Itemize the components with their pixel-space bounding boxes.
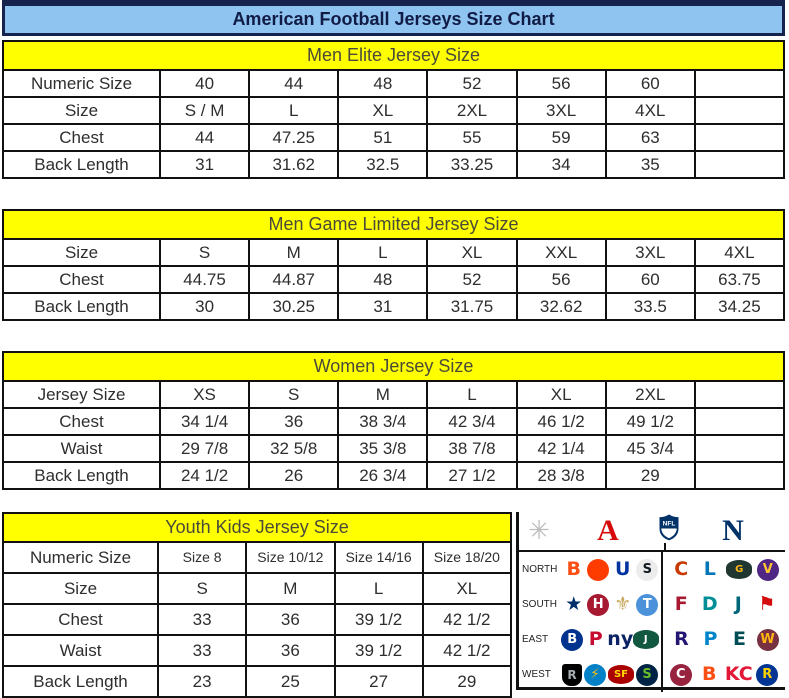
size-cell: 47.25 <box>249 124 338 151</box>
women-jersey-size-table <box>2 351 785 490</box>
size-cell: 2XL <box>427 97 516 124</box>
size-cell: 27 <box>335 666 423 697</box>
team-logo-bengals: B <box>566 558 581 580</box>
size-cell: 40 <box>160 70 249 97</box>
team-logo-ravens: R <box>674 628 689 650</box>
team-logo-packers: G <box>726 560 752 579</box>
size-cell: 25 <box>246 666 334 697</box>
size-cell: M <box>249 239 338 266</box>
size-cell: 56 <box>517 266 606 293</box>
size-cell: 3XL <box>517 97 606 124</box>
row-label: Back Length <box>3 462 160 489</box>
nfl-teams-panel <box>516 512 785 690</box>
size-cell: 33.5 <box>606 293 695 320</box>
afc-team-logos <box>559 657 661 692</box>
size-cell: 4XL <box>606 97 695 124</box>
size-cell: Size 8 <box>158 542 246 573</box>
table-row <box>3 70 784 97</box>
divisions-grid <box>519 552 785 692</box>
size-cell: 30 <box>160 293 249 320</box>
size-cell: 49 1/2 <box>606 408 695 435</box>
afc-team-logos <box>559 587 661 622</box>
table-row <box>3 293 784 320</box>
size-cell: 38 7/8 <box>427 435 516 462</box>
size-cell: 34 1/4 <box>160 408 249 435</box>
row-label: Back Length <box>3 666 158 697</box>
division-row <box>519 657 785 692</box>
size-cell: 42 1/2 <box>423 635 511 666</box>
team-logo-chiefs: KC <box>724 663 753 685</box>
team-logo-colts: U <box>615 558 631 580</box>
size-cell: XL <box>338 97 427 124</box>
size-cell <box>695 408 784 435</box>
size-cell <box>695 151 784 178</box>
divider-tick <box>664 543 666 552</box>
team-logo-49ers: SF <box>608 665 634 684</box>
size-cell: M <box>246 573 334 604</box>
division-label: NORTH <box>522 564 558 575</box>
size-cell: 52 <box>427 266 516 293</box>
afc-cell <box>559 516 657 546</box>
size-cell: 29 7/8 <box>160 435 249 462</box>
row-label: Back Length <box>3 293 160 320</box>
nfc-cell <box>681 516 785 546</box>
bottom-section <box>0 512 789 698</box>
team-logo-seahawks: S <box>636 664 658 686</box>
table-row <box>3 381 784 408</box>
size-cell: 44 <box>249 70 338 97</box>
size-cell: 60 <box>606 70 695 97</box>
size-cell: XS <box>160 381 249 408</box>
team-logo-jets: J <box>633 630 659 649</box>
row-label: Chest <box>3 604 158 635</box>
team-logo-chargers: ⚡ <box>584 664 606 686</box>
size-cell: 36 <box>246 604 334 635</box>
size-cell <box>695 70 784 97</box>
size-cell: M <box>338 381 427 408</box>
team-logo-eagles: E <box>733 628 746 650</box>
size-cell: 48 <box>338 266 427 293</box>
row-label: Jersey Size <box>3 381 160 408</box>
page-title: American Football Jerseys Size Chart <box>2 0 785 36</box>
nfc-logo-icon: N <box>722 514 744 547</box>
table-row <box>3 635 511 666</box>
size-cell: 26 <box>249 462 338 489</box>
size-cell: 31 <box>338 293 427 320</box>
section-title: Men Game Limited Jersey Size <box>3 210 784 239</box>
size-cell <box>695 462 784 489</box>
section-header-row <box>3 41 784 70</box>
size-cell: 52 <box>427 70 516 97</box>
team-logo-panthers: P <box>703 628 718 650</box>
size-cell: 45 3/4 <box>606 435 695 462</box>
team-logo-patriots: P <box>588 628 603 650</box>
table-row <box>3 666 511 697</box>
row-label: Chest <box>3 408 160 435</box>
size-cell: 42 1/2 <box>423 604 511 635</box>
team-logo-bills: B <box>561 629 583 651</box>
size-cell <box>695 124 784 151</box>
nfl-shield-icon <box>659 514 679 541</box>
size-cell: 63.75 <box>695 266 784 293</box>
size-cell: S <box>158 573 246 604</box>
team-logo-cowboys: ★ <box>565 593 583 615</box>
size-cell: 31.62 <box>249 151 338 178</box>
size-cell: Size 18/20 <box>423 542 511 573</box>
team-logo-jaguars: J <box>734 593 742 615</box>
table-row <box>3 462 784 489</box>
afc-team-logos <box>559 552 661 587</box>
size-cell <box>695 435 784 462</box>
size-cell: 23 <box>158 666 246 697</box>
table-row <box>3 573 511 604</box>
size-cell: 34 <box>517 151 606 178</box>
team-logo-bears: C <box>674 558 689 580</box>
team-logo-broncos: B <box>702 663 717 685</box>
size-cell: 33 <box>158 635 246 666</box>
table-row <box>3 151 784 178</box>
size-cell: 32.62 <box>517 293 606 320</box>
size-cell: 39 1/2 <box>335 635 423 666</box>
men-elite-jersey-size-table <box>2 40 785 179</box>
size-cell: XL <box>427 239 516 266</box>
division-label: WEST <box>522 669 551 680</box>
team-logo-titans: T <box>636 594 658 616</box>
team-logo-giants: ny <box>607 628 634 650</box>
table-row <box>3 408 784 435</box>
team-logo-dolphins: D <box>701 593 718 615</box>
size-cell: 59 <box>517 124 606 151</box>
size-cell: Size 10/12 <box>246 542 334 573</box>
conference-header-row <box>519 512 785 552</box>
row-label: Waist <box>3 635 158 666</box>
section-title: Women Jersey Size <box>3 352 784 381</box>
team-logo-raiders: R <box>562 664 582 686</box>
nfc-team-logos <box>661 622 785 657</box>
section-header-row <box>3 513 511 542</box>
size-cell: XL <box>423 573 511 604</box>
afc-team-logos <box>559 622 661 657</box>
size-cell: 51 <box>338 124 427 151</box>
division-label: SOUTH <box>522 599 557 610</box>
team-logo-redskins: W <box>757 629 779 651</box>
team-logo-vikings: V <box>757 559 779 581</box>
row-label: Chest <box>3 266 160 293</box>
nfl-shield-cell <box>657 514 681 546</box>
table-row <box>3 435 784 462</box>
size-cell: 32 5/8 <box>249 435 338 462</box>
size-cell: XL <box>517 381 606 408</box>
size-cell: XXL <box>517 239 606 266</box>
size-cell: 35 3/8 <box>338 435 427 462</box>
size-cell: S <box>249 381 338 408</box>
size-cell: 42 3/4 <box>427 408 516 435</box>
size-cell: S / M <box>160 97 249 124</box>
size-cell: 33.25 <box>427 151 516 178</box>
division-row <box>519 552 785 587</box>
size-cell <box>695 97 784 124</box>
size-cell: L <box>338 239 427 266</box>
starburst-cell <box>519 518 559 544</box>
row-label: Size <box>3 239 160 266</box>
team-logo-cardinals: C <box>670 664 692 686</box>
size-cell: L <box>335 573 423 604</box>
nfc-team-logos <box>661 587 785 622</box>
team-logo-rams: R <box>756 664 778 686</box>
section-header-row <box>3 352 784 381</box>
size-cell: 34.25 <box>695 293 784 320</box>
size-cell: 60 <box>606 266 695 293</box>
section-title: Youth Kids Jersey Size <box>3 513 511 542</box>
size-cell: L <box>249 97 338 124</box>
table-row <box>3 266 784 293</box>
size-cell: 38 3/4 <box>338 408 427 435</box>
size-cell: 36 <box>249 408 338 435</box>
section-title: Men Elite Jersey Size <box>3 41 784 70</box>
row-label: Back Length <box>3 151 160 178</box>
team-logo-buccaneers: ⚑ <box>758 593 776 615</box>
size-cell: 33 <box>158 604 246 635</box>
division-label: EAST <box>522 634 549 645</box>
size-cell: 39 1/2 <box>335 604 423 635</box>
row-label: Chest <box>3 124 160 151</box>
team-logo-falcons: F <box>674 593 688 615</box>
size-cell: Size 14/16 <box>335 542 423 573</box>
size-cell: 29 <box>423 666 511 697</box>
team-logo-browns <box>587 559 609 581</box>
nfl-shield-label: NFL <box>662 520 676 528</box>
size-cell: 56 <box>517 70 606 97</box>
row-label: Numeric Size <box>3 542 158 573</box>
size-cell: 28 3/8 <box>517 462 606 489</box>
row-label: Waist <box>3 435 160 462</box>
size-cell: 4XL <box>695 239 784 266</box>
size-cell: 26 3/4 <box>338 462 427 489</box>
starburst-icon: ✳ <box>528 516 550 546</box>
size-cell: 36 <box>246 635 334 666</box>
size-cell: 3XL <box>606 239 695 266</box>
size-cell: 2XL <box>606 381 695 408</box>
team-logo-texans: H <box>587 594 609 616</box>
size-cell: 44 <box>160 124 249 151</box>
team-logo-lions: L <box>703 558 716 580</box>
size-cell: S <box>160 239 249 266</box>
row-label: Numeric Size <box>3 70 160 97</box>
size-cell: 44.75 <box>160 266 249 293</box>
afc-logo-icon: A <box>597 514 619 547</box>
division-row <box>519 587 785 622</box>
size-cell: 48 <box>338 70 427 97</box>
size-cell: 44.87 <box>249 266 338 293</box>
nfc-team-logos <box>661 657 785 692</box>
size-cell: 27 1/2 <box>427 462 516 489</box>
size-cell: 31 <box>160 151 249 178</box>
size-cell: 32.5 <box>338 151 427 178</box>
size-cell: 63 <box>606 124 695 151</box>
table-row <box>3 542 511 573</box>
size-cell: 24 1/2 <box>160 462 249 489</box>
men-game-limited-jersey-size-table <box>2 209 785 321</box>
size-cell: L <box>427 381 516 408</box>
size-cell: 30.25 <box>249 293 338 320</box>
team-logo-saints: ⚜ <box>614 593 632 615</box>
table-row <box>3 604 511 635</box>
youth-kids-jersey-size-table <box>2 512 512 698</box>
table-row <box>3 239 784 266</box>
size-cell: 31.75 <box>427 293 516 320</box>
size-cell: 29 <box>606 462 695 489</box>
row-label: Size <box>3 97 160 124</box>
division-row <box>519 622 785 657</box>
team-logo-steelers: S <box>636 559 658 581</box>
size-cell: 42 1/4 <box>517 435 606 462</box>
table-row <box>3 97 784 124</box>
section-header-row <box>3 210 784 239</box>
size-cell: 46 1/2 <box>517 408 606 435</box>
size-cell: 35 <box>606 151 695 178</box>
table-row <box>3 124 784 151</box>
size-cell <box>695 381 784 408</box>
size-cell: 55 <box>427 124 516 151</box>
nfc-team-logos <box>661 552 785 587</box>
row-label: Size <box>3 573 158 604</box>
